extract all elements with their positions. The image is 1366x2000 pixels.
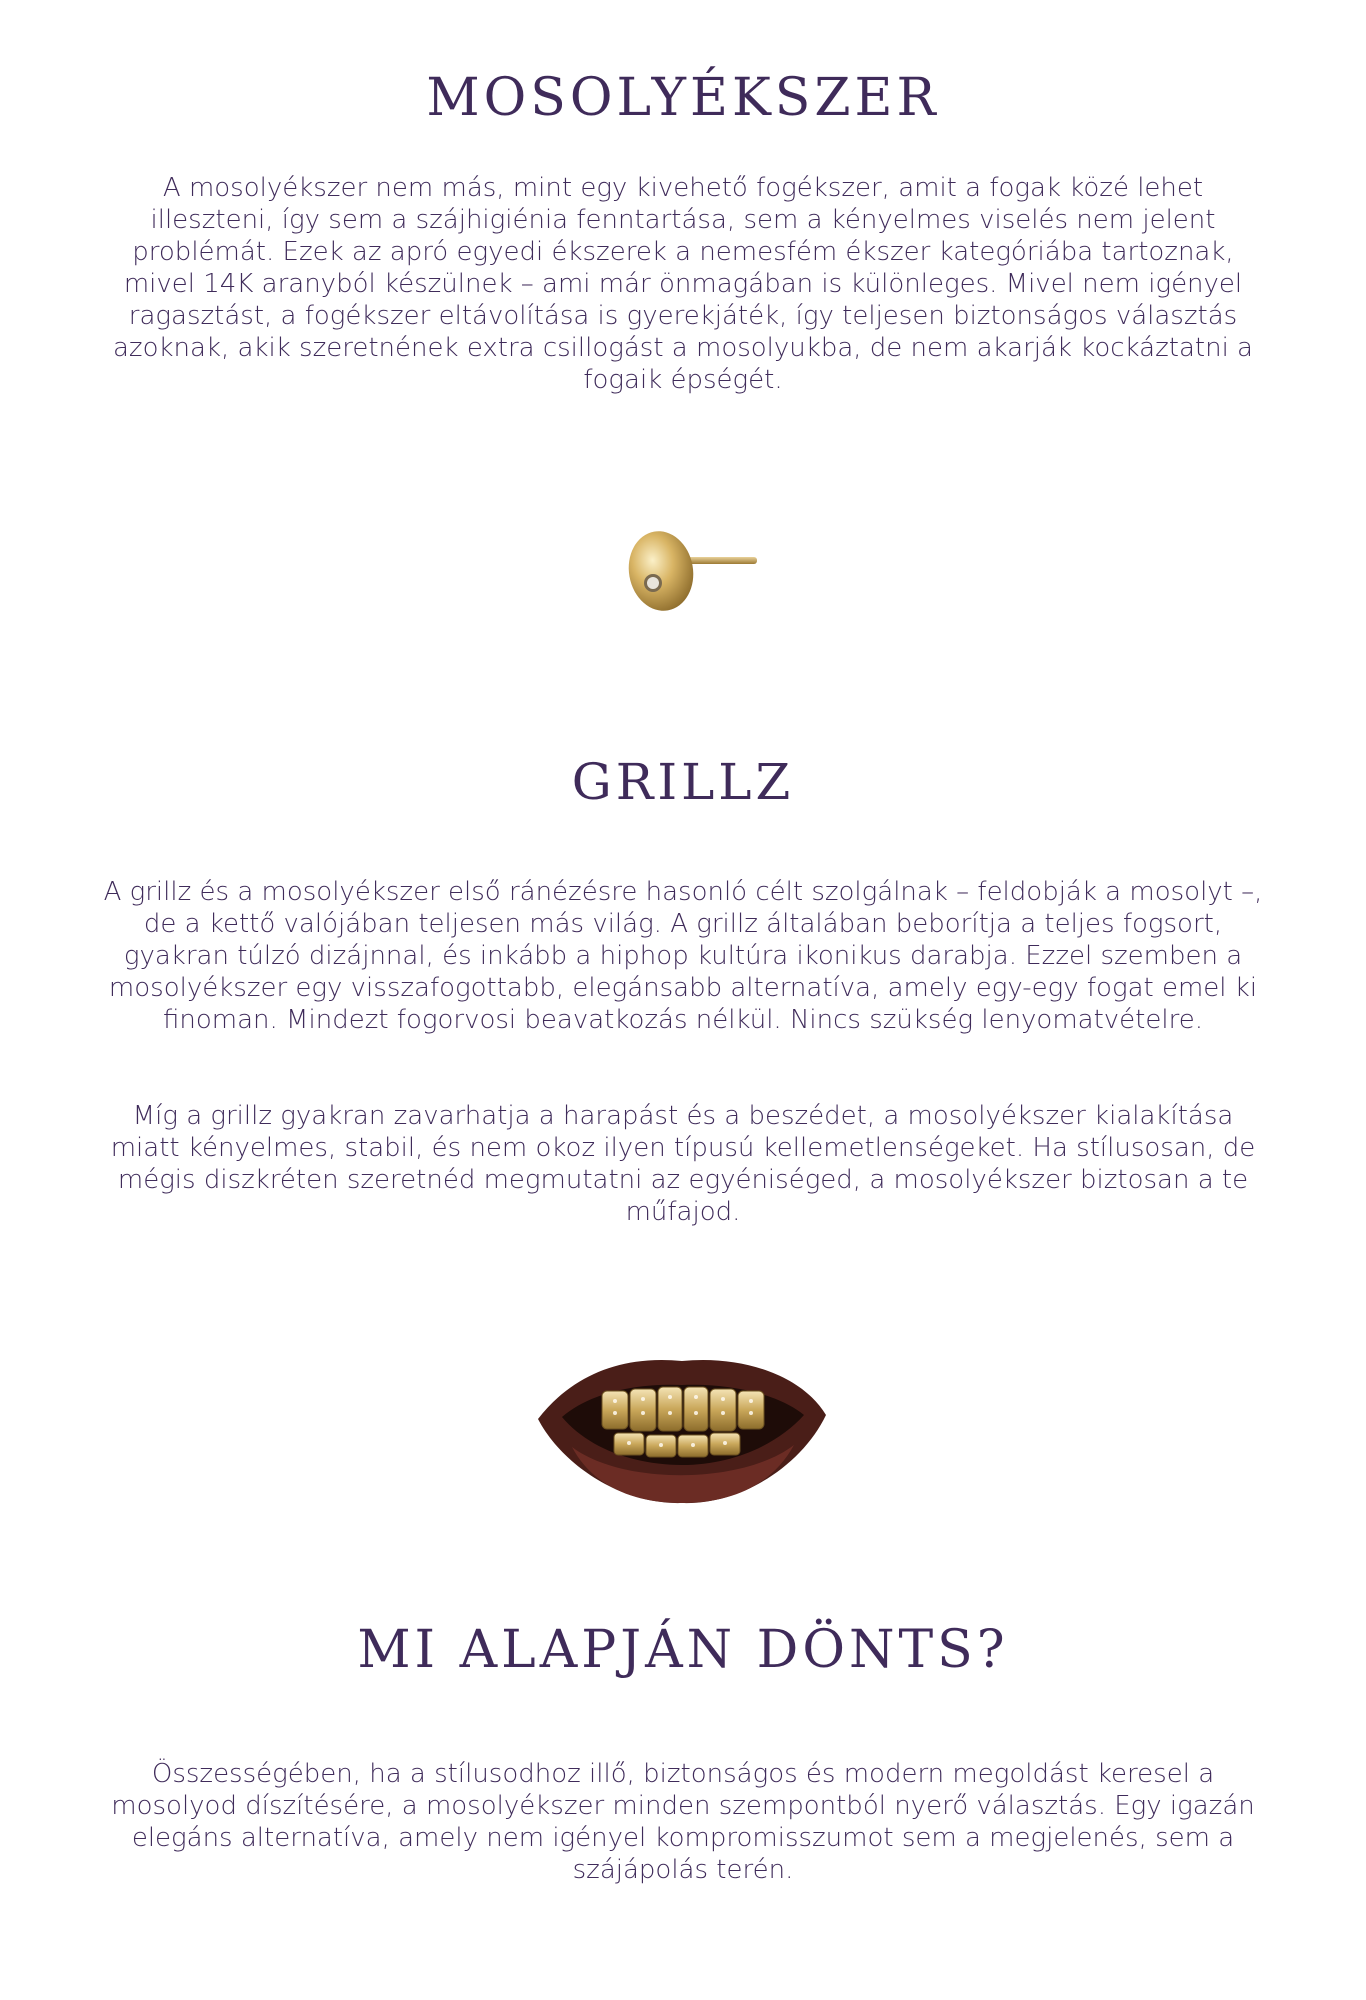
section-paragraph: A grillz és a mosolyékszer első ránézésre hasonló célt szolgálnak – feldobják a mosolyt –, de a kettő valójában teljesen más világ. A grillz általában beborítja a teljes fogsort, gyakran túlzó dizájnnal, és inkább a hiphop kultúra ikonikus darabja. Ezzel szemben a mosolyékszer egy visszafogottabb, elegánsabb alternatíva, amely egy-egy fogat emel ki finoman. Mindezt fogorvosi beavatkozás nélkül. Nincs szükség lenyomatvételre. xyxy=(103,877,1263,1035)
grillz-image xyxy=(532,1335,832,1505)
grillz-mouth-icon xyxy=(532,1335,832,1505)
section-paragraph: A mosolyékszer nem más, mint egy kivehető fogékszer, amit a fogak közé lehet illeszteni, így sem a szájhigiénia fenntartása, sem a kényelmes viselés nem jelent problémát. Ezek az apró egyedi ékszerek a nemesfém ékszer kategóriába tartoznak, mivel 14K aranyból készülnek – ami már önmagában is különleges. Mivel nem igényel ragasztást, a fogékszer eltávolítása is gyerekjáték, így teljesen biztonságos választás azoknak, akik szeretnének extra csillogást a mosolyukba, de nem akarják kockáztatni a fogaik épségét. xyxy=(112,173,1253,395)
section-heading-decision: MI ALAPJÁN DÖNTS? xyxy=(357,1620,1009,1680)
tooth-gem-image xyxy=(625,525,765,617)
section-heading-mosolyekszer: MOSOLYÉKSZER xyxy=(426,68,940,128)
section-paragraph: Míg a grillz gyakran zavarhatja a harapást és a beszédet, a mosolyékszer kialakítása miatt kényelmes, stabil, és nem okoz ilyen típusú kellemetlenségeket. Ha stílusosan, de mégis diszkréten szeretnéd megmutatni az egyéniséged, a mosolyékszer biztosan a te műfajod. xyxy=(110,1101,1256,1227)
section-paragraph: Összességében, ha a stílusodhoz illő, biztonságos és modern megoldást keresel a mosolyod díszítésére, a mosolyékszer minden szempontból nyerő választás. Egy igazán elegáns alternatíva, amely nem igényel kompromisszumot sem a megjelenés, sem a szájápolás terén. xyxy=(111,1759,1255,1885)
gold-stud-icon xyxy=(625,525,765,617)
section-heading-grillz: GRILLZ xyxy=(571,753,795,811)
